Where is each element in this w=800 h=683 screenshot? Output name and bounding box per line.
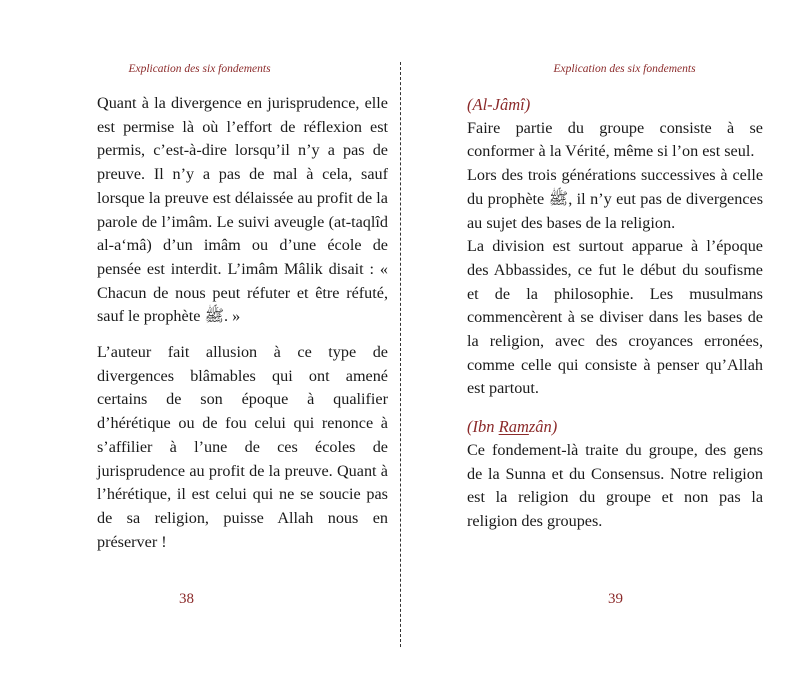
page-number-right: 39 bbox=[608, 591, 623, 607]
section-title-al-jami: (Al-Jâmî) bbox=[467, 95, 531, 114]
running-header-right: Explication des six fondements bbox=[553, 63, 696, 75]
section-title-underlined: Ram bbox=[498, 417, 529, 437]
right-paragraph-4: Ce fondement-là traite du groupe, des gens de la Sunna et du Consensus. Notre religion est la religion du groupe et non pas la religion des groupes. bbox=[467, 440, 763, 530]
section-title-suffix: zân) bbox=[528, 417, 558, 437]
right-page bbox=[401, 0, 800, 683]
right-page-body bbox=[467, 93, 763, 534]
section-title-prefix: (Ibn bbox=[467, 417, 499, 437]
right-paragraph-2: Lors des trois générations successives à celle du prophète ﷺ, il n’y eut pas de divergences au sujet des bases de la religion. bbox=[467, 166, 763, 232]
left-paragraph-2: L’auteur fait allusion à ce type de divergences blâmables qui ont amené certains de son époque à qualifier d’hérétique ou de fou celui qui renonce à s’affilier à l’une de ces écoles de jurisprudence au profit de la preuve. Quant à l’hérétique, il est celui qui ne se soucie pas de sa religion, puisse Allah nous en préserver ! bbox=[97, 343, 388, 551]
running-header-left: Explication des six fondements bbox=[128, 63, 271, 75]
right-paragraph-3: La division est surtout apparue à l’époque des Abbassides, ce fut le début du soufisme et de la philosophie. Les musulmans commencèrent à se diviser dans les bases de la religion, avec des croyances erronées, comme celle qui consiste à penser qu’Allah est partout. bbox=[467, 237, 763, 398]
section-title-ibn-ramzan bbox=[467, 415, 763, 439]
left-page-body bbox=[97, 92, 388, 554]
left-paragraph-1: Quant à la divergence en jurisprudence, elle est permise là où l’effort de réflexion est permis, c’est-à-dire lorsqu’il n’y a pas de preuve. Il n’y a pas de mal à cela, sauf lorsque la preuve est délaissée au profit de la parole de l’imâm. Le suivi aveugle (at-taqlîd al-a‘mâ) d’un imâm ou d’une école de pensée est interdit. L’imâm Mâlik disait : « Chacun de nous peut réfuter et être réfuté, sauf le prophète ﷺ. » bbox=[97, 94, 388, 326]
page-number-left: 38 bbox=[179, 591, 194, 607]
right-paragraph-1: Faire partie du groupe consiste à se conformer à la Vérité, même si l’on est seul. bbox=[467, 118, 763, 161]
